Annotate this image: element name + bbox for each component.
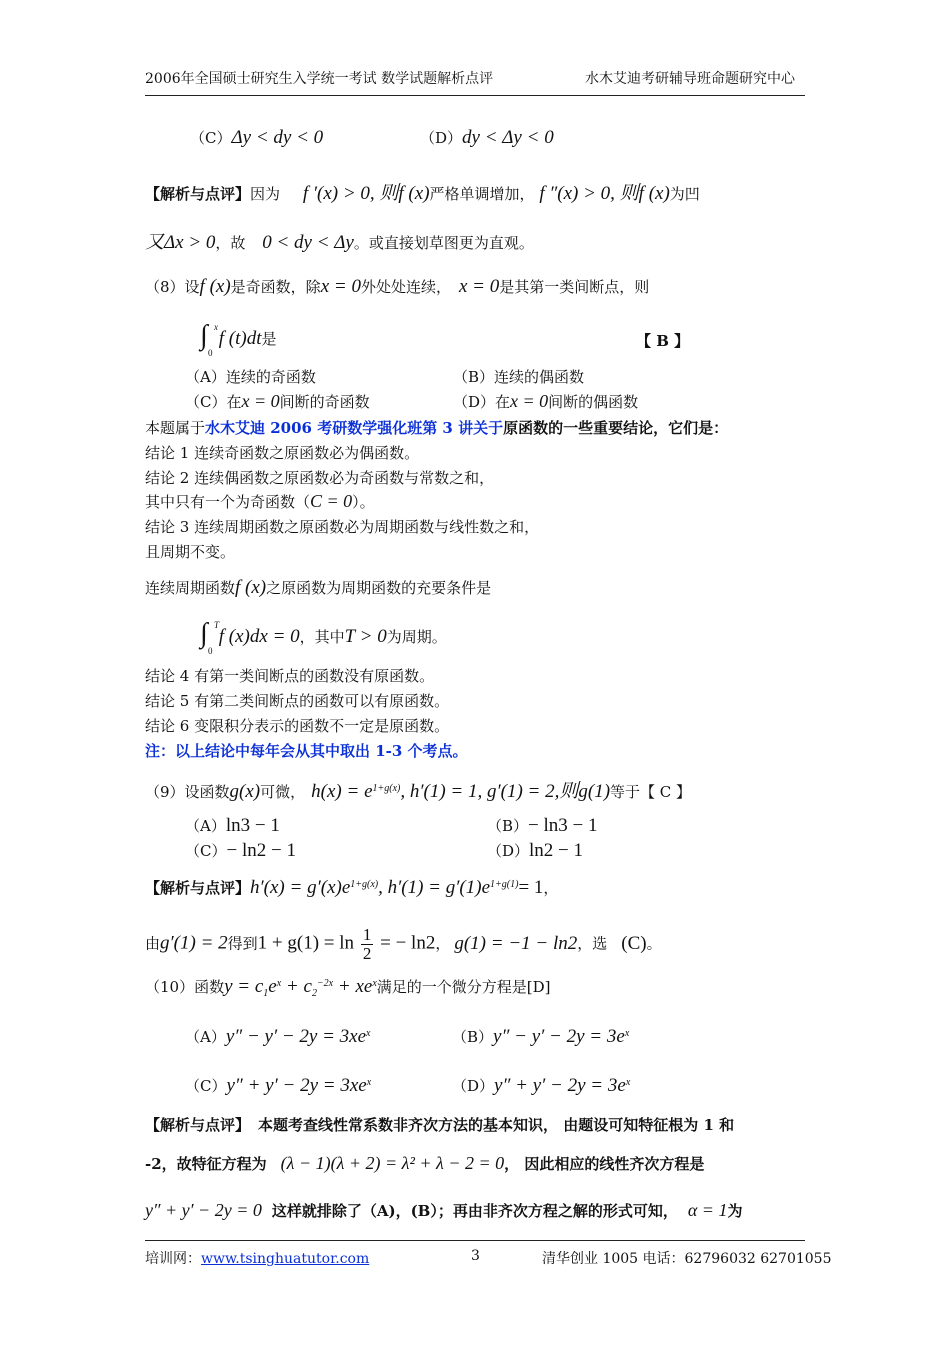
header-rule (145, 95, 805, 96)
integral-sign: ∫ (200, 320, 208, 351)
q10-analysis-line2: -2，故特征方程为 (λ − 1)(λ + 2) = λ² + λ − 2 = 0， 因此相应的线性齐次方程是 (145, 1153, 705, 1173)
footer-left: 培训网：www.tsinghuatutor.com (145, 1251, 370, 1267)
footer-right: 清华创业 1005 电话：62796032 62701055 (542, 1251, 832, 1267)
q10-option-d: $(D)y'' + y' - 2y = 3e^x$ (452, 1075, 631, 1096)
q7-option-c: （C）Δy < dy < 0 (190, 127, 324, 148)
notes-intro: 本题属于水木艾迪 2006 考研数学强化班第 3 讲关于原函数的一些重要结论，它们是： (145, 419, 729, 437)
q8-answer: 【 B 】 (636, 332, 690, 350)
header-left: 2006年全国硕士研究生入学统一考试 数学试题解析点评 (145, 71, 494, 87)
q9-analysis-line1: 【解析与点评】$h'(x) = g'(x)e^{1+g(x)}$, $h'(1) = g'(1)e^{1+g(1)}= 1$， (145, 877, 559, 898)
footer-rule (145, 1240, 805, 1241)
header-right: 水木艾迪考研辅导班命题研究中心 (585, 71, 795, 87)
periodic-integral: ∫ T 0 f (x)dx = 0，其中T > 0为周期。 (200, 618, 447, 656)
q9-stem: （9）设函数g(x)可微， $h(x) = e^{1+g(x)}$, h′(1) = 1, g′(1) = 2,则g(1)等于【 C 】 (145, 781, 692, 802)
q9-option-d: （D）ln2 − 1 (487, 840, 584, 861)
q9-option-a: （A）ln3 − 1 (185, 815, 280, 836)
q8-option-d: （D）在x = 0间断的偶函数 (453, 391, 639, 411)
q9-option-c: （C）− ln2 − 1 (185, 840, 296, 861)
conclusion-4: 结论 4 有第一类间断点的函数没有原函数。 (145, 667, 435, 685)
integral-upper-limit: T (214, 620, 220, 630)
conclusion-3: 结论 3 连续周期函数之原函数必为周期函数与线性数之和， (145, 518, 540, 536)
website-link[interactable]: www.tsinghuatutor.com (201, 1251, 370, 1267)
conclusion-2-cont: 其中只有一个为奇函数（C = 0）。 (145, 491, 375, 511)
conclusion-6: 结论 6 变限积分表示的函数不一定是原函数。 (145, 717, 450, 735)
q10-option-a: $(A)y'' - y' - 2y = 3xe^x$ (185, 1026, 371, 1047)
q8-option-a: （A）连续的奇函数 (185, 368, 316, 386)
q8-option-b: （B）连续的偶函数 (453, 368, 585, 386)
q8-option-c: （C）在x = 0间断的奇函数 (185, 391, 370, 411)
q9-analysis-line2: 由g′(1) = 2得到1 + g(1) = ln $\frac{1}{2}$ = − ln2， g(1) = −1 − ln2，选 (C)。 (145, 925, 662, 963)
conclusion-5: 结论 5 有第二类间断点的函数可以有原函数。 (145, 692, 450, 710)
q9-option-b: （B）− ln3 − 1 (487, 815, 598, 836)
conclusion-1: 结论 1 连续奇函数之原函数必为偶函数。 (145, 444, 420, 462)
q8-integral: ∫ x 0 f (t)dt是 (200, 320, 277, 358)
notes-remark: 注：以上结论中每年会从其中取出 1-3 个考点。 (145, 742, 468, 760)
q8-stem: （8）设f (x)是奇函数，除x = 0外处处连续， x = 0是其第一类间断点，则 (145, 276, 650, 297)
q10-option-c: $(C)y'' + y' - 2y = 3xe^x$ (185, 1075, 372, 1096)
conclusion-3-cont: 且周期不变。 (145, 543, 236, 561)
integral-upper-limit: x (214, 322, 218, 332)
q10-analysis-line1: 【解析与点评】 本题考查线性常系数非齐次方法的基本知识， 由题设可知特征根为 1 和 (145, 1116, 735, 1134)
page-number: 3 (471, 1248, 480, 1264)
integral-lower-limit: 0 (208, 348, 213, 358)
q7-option-d: （D）dy < Δy < 0 (420, 127, 554, 148)
conclusion-2: 结论 2 连续偶函数之原函数必为奇函数与常数之和， (145, 469, 495, 487)
integral-lower-limit: 0 (208, 646, 213, 656)
fraction-one-half: $\frac{1}{2}$ (362, 925, 372, 963)
q10-analysis-line3: y″ + y′ − 2y = 0 这样就排除了（A)，(B）；再由非齐次方程之解的形式可知， α = 1为 (145, 1200, 743, 1220)
q10-stem: （10）函数$y = c_1e^x + c_2^{-2x} + xe^x$满足的一个微分方程是[D] (145, 976, 551, 999)
q10-option-b: $(B)y'' - y' - 2y = 3e^x$ (452, 1026, 630, 1047)
integral-sign: ∫ (200, 618, 208, 649)
q7-analysis-line1: 【解析与点评】因为 f ′(x) > 0, 则f (x)严格单调增加， f ″(x) > 0, 则f (x)为凹 (145, 183, 700, 204)
q7-analysis-line2: 又Δx > 0，故 0 < dy < Δy。或直接划草图更为直观。 (145, 232, 534, 253)
periodic-condition: 连续周期函数f (x)之原函数为周期函数的充要条件是 (145, 577, 492, 598)
